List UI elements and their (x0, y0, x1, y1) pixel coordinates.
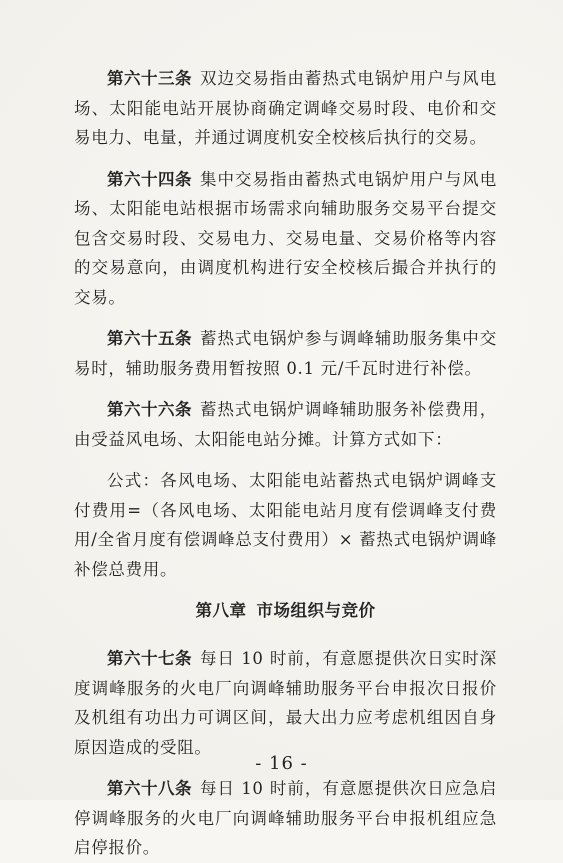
article-text: 每日 10 时前，有意愿提供次日应急启停调峰服务的火电厂向调峰辅助服务平台申报机组应急启停报价。 (74, 779, 497, 857)
article-label: 第六十三条 (107, 69, 192, 88)
article-text: 蓄热式电锅炉参与调峰辅助服务集中交易时，辅助服务费用暂按照 0.1 元/千瓦时进行补偿。 (74, 329, 497, 378)
article-label: 第六十八条 (107, 779, 192, 798)
article-text: 蓄热式电锅炉调峰辅助服务补偿费用，由受益风电场、太阳能电站分摊。计算方式如下： (74, 400, 497, 449)
chapter-number: 第八章 (195, 601, 247, 620)
article-64 (74, 165, 497, 313)
formula-paragraph: 公式：各风电场、太阳能电站蓄热式电锅炉调峰支付费用=（各风电场、太阳能电站月度有偿调峰支付费用/全省月度有偿调峰总支付费用）× 蓄热式电锅炉调峰补偿总费用。 (74, 471, 497, 579)
chapter-heading (74, 596, 497, 626)
article-label: 第六十六条 (107, 400, 192, 419)
article-63 (74, 64, 497, 153)
article-text: 集中交易指由蓄热式电锅炉用户与风电场、太阳能电站根据市场需求向辅助服务交易平台提交包含交易时段、交易电力、交易电量、交易价格等内容的交易意向，由调度机构进行安全校核后撮合并执行的交易。 (74, 169, 497, 307)
article-text: 双边交易指由蓄热式电锅炉用户与风电场、太阳能电站开展协商确定调峰交易时段、电价和交易电力、电量，并通过调度机安全校核后执行的交易。 (74, 69, 497, 147)
article-label: 第六十五条 (107, 329, 192, 348)
article-text: 每日 10 时前，有意愿提供次日实时深度调峰服务的火电厂向调峰辅助服务平台申报次日报价及机组有功出力可调区间，最大出力应考虑机组因自身原因造成的受阻。 (74, 649, 497, 757)
article-68 (74, 774, 497, 863)
article-67 (74, 644, 497, 762)
article-label: 第六十四条 (107, 169, 192, 189)
article-65 (74, 324, 497, 383)
chapter-title: 市场组织与竞价 (256, 601, 376, 620)
article-66 (74, 395, 497, 454)
page-number: - 16 - (255, 753, 308, 774)
article-label: 第六十七条 (107, 649, 192, 668)
